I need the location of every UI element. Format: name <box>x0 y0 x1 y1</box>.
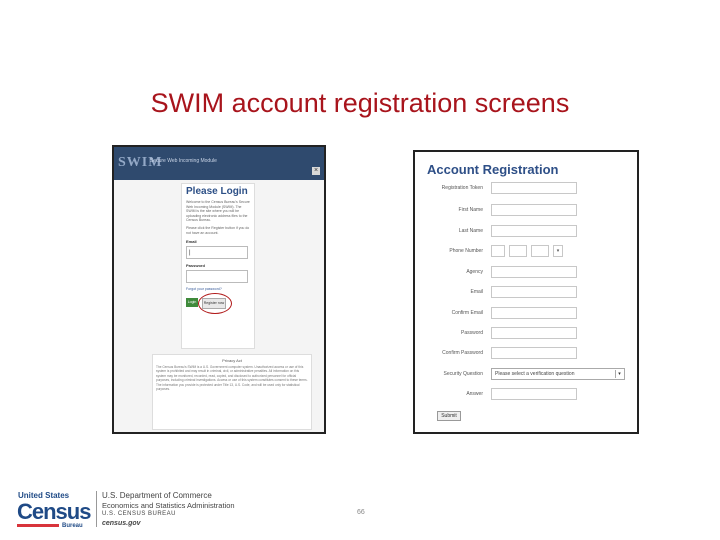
confirm-password-input[interactable] <box>491 347 577 359</box>
email-label: Email <box>186 239 197 245</box>
page-number: 66 <box>357 509 365 516</box>
last-name-input[interactable] <box>491 225 577 237</box>
security-question-placeholder: Please select a verification question <box>495 371 575 377</box>
answer-label: Answer <box>466 391 483 397</box>
privacy-text: The Census Bureau's SWIM is a U.S. Government computer system. Unauthorized access or use of this system is prohibited and may result in criminal, civil, or administrative penalties. All information on this system may be monitored, recorded, read, copied, and disclosed to authorized personnel for official purposes, including criminal investigations. Access or use of this system constitutes consent to these terms. The information you provide is protected under Title 13, U.S. Code, and will be used only for statistical purposes. <box>156 365 308 392</box>
register-hint: Please click the Register button if you do not have an account. <box>186 225 250 235</box>
answer-input[interactable] <box>491 388 577 400</box>
census-logo-stripe <box>17 524 59 527</box>
confirm-password-row <box>415 347 635 361</box>
swim-logo: SWIM <box>118 155 163 170</box>
submit-button[interactable]: Submit <box>437 411 461 421</box>
last-name-row <box>415 225 635 239</box>
census-gov-link[interactable]: census.gov <box>102 520 141 527</box>
email-input[interactable]: | <box>186 246 248 259</box>
security-question-row <box>415 368 635 382</box>
login-card <box>181 183 255 349</box>
dept-line-3: U.S. CENSUS BUREAU <box>102 511 177 517</box>
confirm-email-row <box>415 307 635 321</box>
login-header <box>114 147 324 180</box>
dept-line-1: U.S. Department of Commerce <box>102 491 212 500</box>
census-logo-top: United States <box>18 491 70 500</box>
confirm-email-input[interactable] <box>491 307 577 319</box>
login-button[interactable]: Login <box>186 298 198 307</box>
chevron-down-icon: ▾ <box>615 370 623 378</box>
email-input[interactable] <box>491 286 577 298</box>
highlight-circle <box>198 293 232 314</box>
password-row <box>415 327 635 341</box>
registration-token-row <box>415 182 635 196</box>
registration-title: Account Registration <box>427 162 559 177</box>
registration-token-input[interactable] <box>491 182 577 194</box>
first-name-row <box>415 204 635 218</box>
last-name-label: Last Name <box>458 228 483 234</box>
privacy-title: Privacy Act <box>222 358 242 363</box>
password-label: Password <box>461 330 483 336</box>
login-title: Please Login <box>186 186 248 197</box>
first-name-label: First Name <box>458 207 483 213</box>
phone-prefix-input[interactable] <box>509 245 527 257</box>
registration-screenshot <box>413 150 639 434</box>
first-name-input[interactable] <box>491 204 577 216</box>
agency-label: Agency <box>466 269 483 275</box>
security-question-label: Security Question <box>443 371 483 377</box>
phone-extension-dropdown[interactable]: ▾ <box>553 245 563 257</box>
privacy-notice <box>152 354 312 430</box>
register-button[interactable]: Register now <box>202 298 226 309</box>
confirm-password-label: Confirm Password <box>442 350 483 356</box>
registration-token-label: Registration Token <box>441 185 483 191</box>
security-question-select[interactable] <box>491 368 625 380</box>
email-label: Email <box>470 289 483 295</box>
password-input[interactable] <box>491 327 577 339</box>
phone-area-input[interactable] <box>491 245 505 257</box>
login-button-row <box>186 297 250 309</box>
phone-number-label: Phone Number <box>449 248 483 254</box>
census-logo-bottom: Bureau <box>62 523 83 529</box>
dept-line-2: Economics and Statistics Administration <box>102 501 235 510</box>
forgot-password-link[interactable]: Forgot your password? <box>186 287 222 292</box>
confirm-email-label: Confirm Email <box>451 310 483 316</box>
password-input[interactable] <box>186 270 248 283</box>
footer-divider <box>96 491 97 527</box>
login-screenshot <box>112 145 326 434</box>
email-row <box>415 286 635 300</box>
phone-line-input[interactable] <box>531 245 549 257</box>
close-icon[interactable]: × <box>313 167 319 174</box>
agency-input[interactable] <box>491 266 577 278</box>
answer-row <box>415 388 635 402</box>
slide-title: SWIM account registration screens <box>150 88 570 118</box>
census-logo-main: Census <box>17 499 91 524</box>
header-subtitle: Secure Web Incoming Module <box>150 158 217 164</box>
password-label: Password <box>186 263 205 269</box>
login-description: Welcome to the Census Bureau's Secure Web Incoming Module (SWIM). The SWIM is the site where you will be uploading electronic address files to the Census Bureau. <box>186 200 250 223</box>
phone-number-row <box>415 245 635 259</box>
agency-row <box>415 266 635 280</box>
